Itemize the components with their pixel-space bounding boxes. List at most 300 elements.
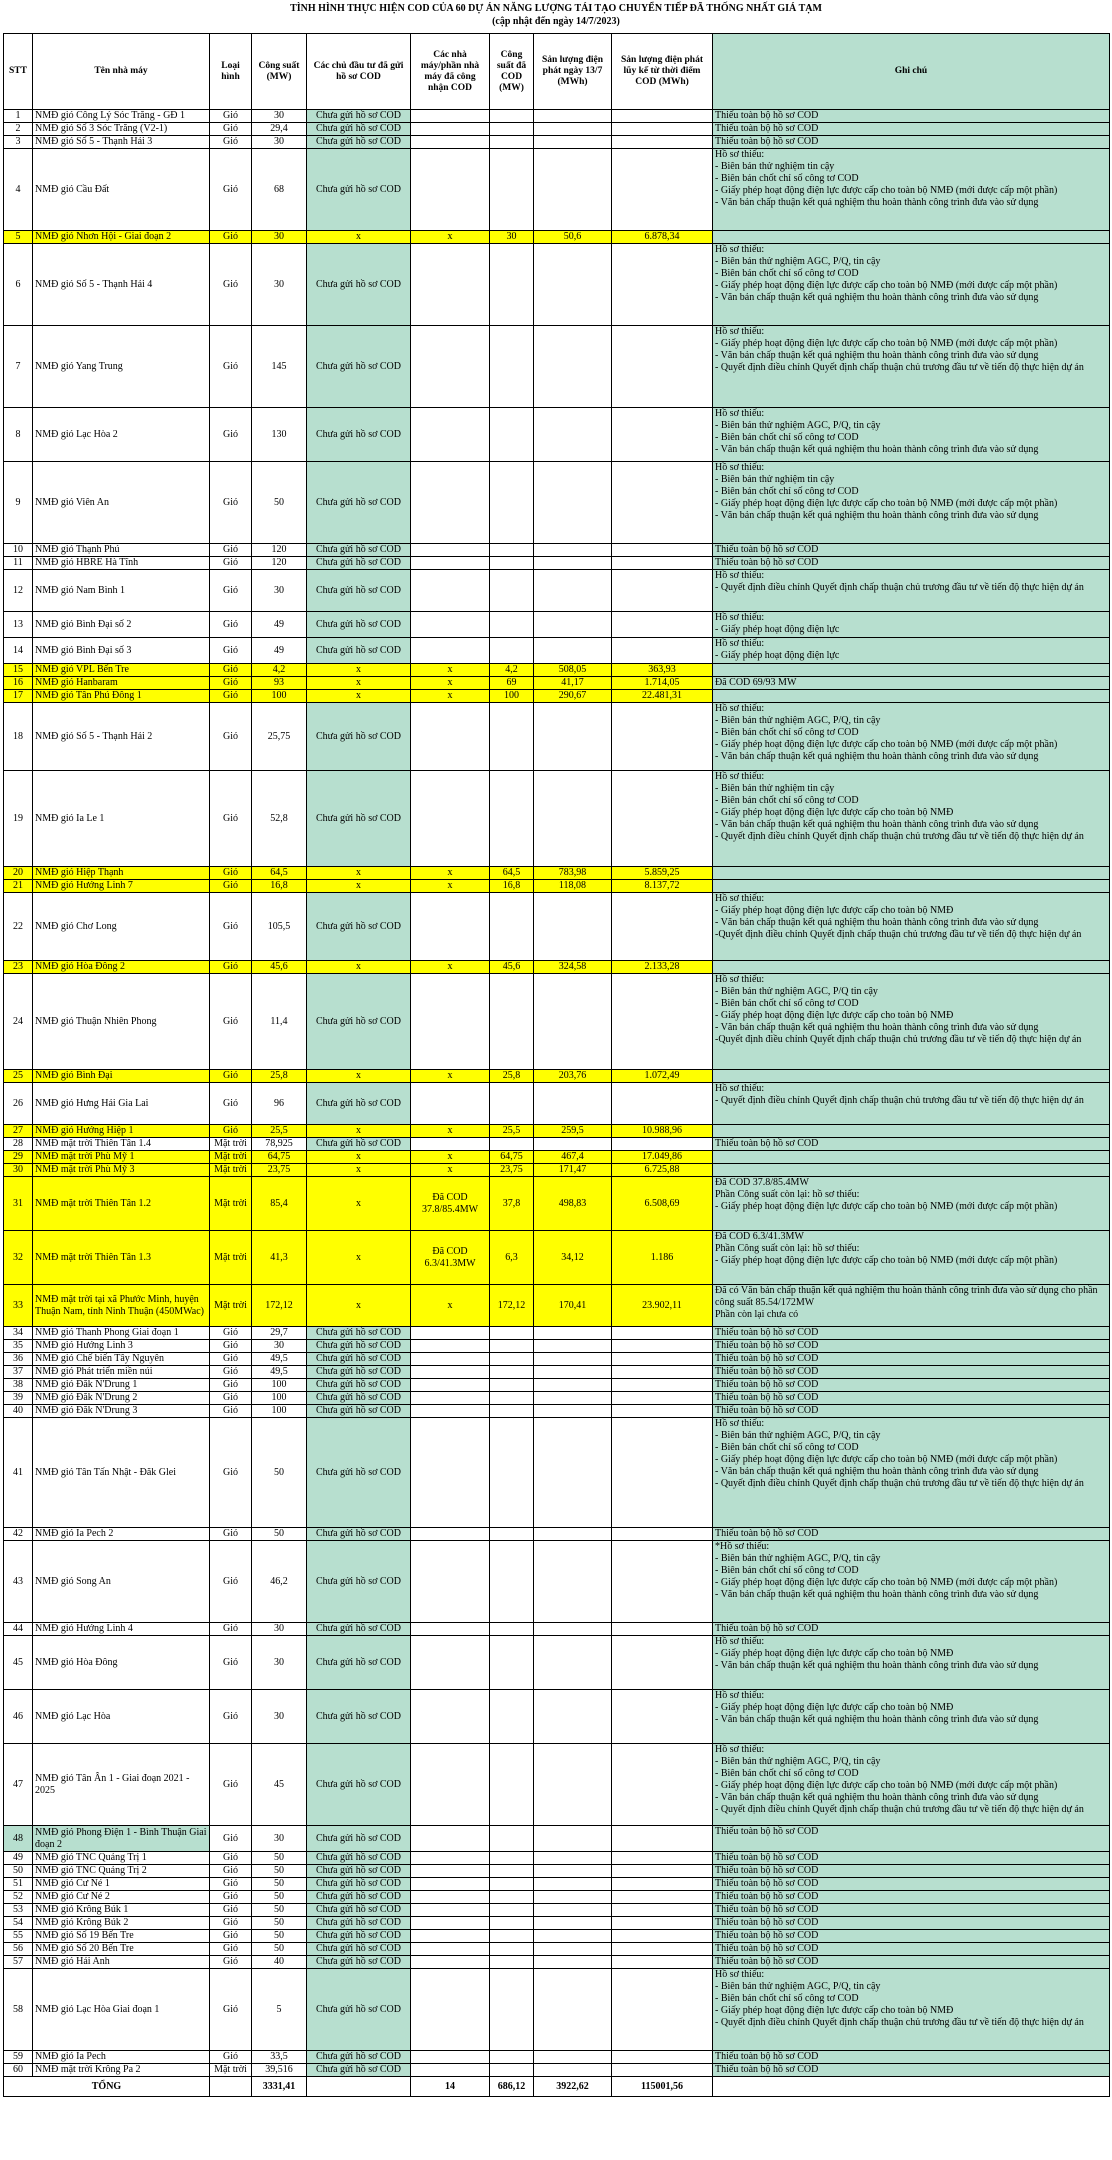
cod-submitted-cell: Chưa gửi hồ sơ COD [307, 1327, 411, 1340]
table-row [4, 880, 1110, 893]
type-cell: Gió [210, 557, 252, 570]
note-line: - Giấy phép hoạt động điện lực được cấp cho toàn bộ NMĐ [715, 807, 954, 818]
type-cell: Gió [210, 244, 252, 326]
stt-cell: 59 [4, 2051, 33, 2064]
type-cell: Gió [210, 123, 252, 136]
table-row [4, 1943, 1110, 1956]
cod-submitted-cell: Chưa gửi hồ sơ COD [307, 893, 411, 961]
capacity-cell: 5 [252, 1969, 307, 2051]
plant-name-cell: NMĐ mặt trời Thiên Tân 1.3 [33, 1231, 210, 1285]
capacity-cod-cell: 30 [490, 231, 534, 244]
notes-cell [713, 1930, 1110, 1943]
note-line: Đã COD 69/93 MW [715, 677, 797, 688]
output-cumulative-cell [612, 2051, 713, 2064]
cod-submitted-cell: Chưa gửi hồ sơ COD [307, 1418, 411, 1528]
type-cell: Gió [210, 231, 252, 244]
note-line: - Văn bản chấp thuận kết quả nghiệm thu hoàn thành công trình đưa vào sử dụng [715, 1660, 1039, 1671]
note-line: - Biên bản thử nghiệm tin cậy [715, 474, 835, 485]
output-day-cell [534, 1956, 612, 1969]
cod-submitted-cell: Chưa gửi hồ sơ COD [307, 462, 411, 544]
plant-name-cell: NMĐ gió Hòa Đông 2 [33, 961, 210, 974]
table-row [4, 244, 1110, 326]
col-type-header: Loại hình [210, 34, 252, 110]
output-day-cell [534, 893, 612, 961]
stt-cell: 46 [4, 1690, 33, 1744]
output-day-cell [534, 1405, 612, 1418]
capacity-cell: 33,5 [252, 2051, 307, 2064]
capacity-cell: 78,925 [252, 1138, 307, 1151]
cod-recognized-cell [411, 1956, 490, 1969]
note-line: - Quyết định điều chỉnh Quyết định chấp thuận chủ trương đầu tư về tiến độ thực hiện dự án [715, 2017, 1084, 2028]
capacity-cell: 30 [252, 231, 307, 244]
note-line: Thiếu toàn bộ hồ sơ COD [715, 1865, 819, 1876]
table-row [4, 1690, 1110, 1744]
cod-recognized-cell [411, 893, 490, 961]
capacity-cell: 30 [252, 1690, 307, 1744]
capacity-cell: 49 [252, 612, 307, 638]
output-day-cell [534, 2064, 612, 2077]
cod-recognized-cell [411, 1623, 490, 1636]
output-day-cell: 118,08 [534, 880, 612, 893]
plant-name-cell: NMĐ gió Hiệp Thạnh [33, 867, 210, 880]
note-line: Thiếu toàn bộ hồ sơ COD [715, 557, 819, 568]
cod-recognized-cell: x [411, 231, 490, 244]
cod-recognized-cell [411, 1917, 490, 1930]
cod-submitted-cell: x [307, 1231, 411, 1285]
type-cell: Gió [210, 703, 252, 771]
cod-recognized-cell [411, 1852, 490, 1865]
output-day-cell: 203,76 [534, 1070, 612, 1083]
output-day-cell: 498,83 [534, 1177, 612, 1231]
note-line: - Văn bản chấp thuận kết quả nghiệm thu hoàn thành công trình đưa vào sử dụng [715, 1466, 1039, 1477]
notes-cell [713, 1541, 1110, 1623]
plant-name-cell: NMĐ gió Yang Trung [33, 326, 210, 408]
output-day-cell [534, 974, 612, 1070]
note-line: Thiếu toàn bộ hồ sơ COD [715, 2051, 819, 2062]
plant-name-cell: NMĐ gió Bình Đại [33, 1070, 210, 1083]
note-line: - Giấy phép hoạt động điện lực được cấp cho toàn bộ NMĐ [715, 1648, 954, 1659]
stt-cell: 48 [4, 1826, 33, 1852]
capacity-cod-cell [490, 1826, 534, 1852]
output-cumulative-cell: 363,93 [612, 664, 713, 677]
capacity-cod-cell [490, 1636, 534, 1690]
notes-cell [713, 1392, 1110, 1405]
note-line: -Quyết định điều chỉnh Quyết định chấp thuận chủ trương đầu tư về tiến độ thực hiện dự án [715, 1034, 1082, 1045]
table-row [4, 1541, 1110, 1623]
notes-cell [713, 867, 1110, 880]
cod-recognized-cell: x [411, 867, 490, 880]
stt-cell: 52 [4, 1891, 33, 1904]
capacity-cod-cell [490, 462, 534, 544]
cod-submitted-cell: Chưa gửi hồ sơ COD [307, 326, 411, 408]
type-cell: Gió [210, 326, 252, 408]
capacity-cell: 25,5 [252, 1125, 307, 1138]
capacity-cod-cell [490, 612, 534, 638]
table-row [4, 867, 1110, 880]
table-row [4, 1340, 1110, 1353]
output-day-cell [534, 1917, 612, 1930]
cod-submitted-cell: Chưa gửi hồ sơ COD [307, 570, 411, 612]
cod-submitted-cell: Chưa gửi hồ sơ COD [307, 612, 411, 638]
capacity-cod-cell [490, 1083, 534, 1125]
capacity-cod-cell: 64,75 [490, 1151, 534, 1164]
type-cell: Gió [210, 544, 252, 557]
type-cell: Gió [210, 1826, 252, 1852]
note-line: - Văn bản chấp thuận kết quả nghiệm thu hoàn thành công trình đưa vào sử dụng [715, 751, 1039, 762]
output-cumulative-cell [612, 1405, 713, 1418]
notes-cell [713, 1826, 1110, 1852]
col-cod-recognized-header: Các nhà máy/phần nhà máy đã công nhận COD [411, 34, 490, 110]
type-cell: Gió [210, 1891, 252, 1904]
note-line: - Văn bản chấp thuận kết quả nghiệm thu hoàn thành công trình đưa vào sử dụng [715, 819, 1039, 830]
cod-submitted-cell: Chưa gửi hồ sơ COD [307, 110, 411, 123]
type-cell: Gió [210, 462, 252, 544]
note-line: Hồ sơ thiếu: [715, 1969, 765, 1980]
type-cell: Gió [210, 1956, 252, 1969]
plant-name-cell: NMĐ gió Đăk N'Drung 1 [33, 1379, 210, 1392]
cod-submitted-cell: Chưa gửi hồ sơ COD [307, 1353, 411, 1366]
note-line: - Biên bản thử nghiệm tin cậy [715, 783, 835, 794]
note-line: Hồ sơ thiếu: [715, 974, 765, 985]
col-output-cumulative-header: Sản lượng điện phát lũy kế từ thời điểm COD (MWh) [612, 34, 713, 110]
note-line: Thiếu toàn bộ hồ sơ COD [715, 544, 819, 555]
type-cell: Gió [210, 771, 252, 867]
plant-name-cell: NMĐ gió Công Lý Sóc Trăng - GĐ 1 [33, 110, 210, 123]
note-line: - Văn bản chấp thuận kết quả nghiệm thu hoàn thành công trình đưa vào sử dụng [715, 1589, 1039, 1600]
output-day-cell: 259,5 [534, 1125, 612, 1138]
type-cell: Mặt trời [210, 1164, 252, 1177]
cod-recognized-cell [411, 1943, 490, 1956]
note-line: - Quyết định điều chỉnh Quyết định chấp thuận chủ trương đầu tư về tiến độ thực hiện dự án [715, 1804, 1084, 1815]
output-day-cell: 50,6 [534, 231, 612, 244]
type-cell: Gió [210, 1392, 252, 1405]
type-cell: Gió [210, 961, 252, 974]
type-cell: Gió [210, 1852, 252, 1865]
capacity-cell: 50 [252, 1904, 307, 1917]
capacity-cell: 30 [252, 570, 307, 612]
cod-submitted-cell: x [307, 231, 411, 244]
total-row [4, 2077, 1110, 2097]
plant-name-cell: NMĐ gió Hải Anh [33, 1956, 210, 1969]
note-line: Thiếu toàn bộ hồ sơ COD [715, 1340, 819, 1351]
note-line: Thiếu toàn bộ hồ sơ COD [715, 1392, 819, 1403]
note-line: - Giấy phép hoạt động điện lực được cấp cho toàn bộ NMĐ (mới được cấp một phần) [715, 338, 1058, 349]
stt-cell: 51 [4, 1878, 33, 1891]
note-line: - Biên bản thử nghiệm tin cậy [715, 161, 835, 172]
table-row [4, 110, 1110, 123]
type-cell: Mặt trời [210, 1151, 252, 1164]
notes-cell [713, 1636, 1110, 1690]
notes-cell [713, 1083, 1110, 1125]
note-line: - Giấy phép hoạt động điện lực được cấp cho toàn bộ NMĐ (mới được cấp một phần) [715, 280, 1058, 291]
table-row [4, 1353, 1110, 1366]
output-day-cell [534, 1852, 612, 1865]
col-plant-name-header: Tên nhà máy [33, 34, 210, 110]
type-cell: Gió [210, 1917, 252, 1930]
output-day-cell [534, 1366, 612, 1379]
capacity-cod-cell: 25,8 [490, 1070, 534, 1083]
total-capacity: 3331,41 [252, 2077, 307, 2097]
output-day-cell [534, 1636, 612, 1690]
note-line: - Văn bản chấp thuận kết quả nghiệm thu hoàn thành công trình đưa vào sử dụng [715, 917, 1039, 928]
notes-cell [713, 1528, 1110, 1541]
capacity-cell: 93 [252, 677, 307, 690]
capacity-cell: 49,5 [252, 1366, 307, 1379]
capacity-cell: 64,75 [252, 1151, 307, 1164]
plant-name-cell: NMĐ gió TNC Quảng Trị 1 [33, 1852, 210, 1865]
plant-name-cell: NMĐ gió Hướng Linh 7 [33, 880, 210, 893]
type-cell: Mặt trời [210, 1231, 252, 1285]
output-day-cell [534, 771, 612, 867]
output-day-cell: 34,12 [534, 1231, 612, 1285]
output-day-cell [534, 570, 612, 612]
notes-cell [713, 462, 1110, 544]
stt-cell: 56 [4, 1943, 33, 1956]
table-row [4, 1852, 1110, 1865]
capacity-cell: 40 [252, 1956, 307, 1969]
table-row [4, 2051, 1110, 2064]
cod-recognized-cell: x [411, 1125, 490, 1138]
cod-recognized-cell: Đã COD 6.3/41.3MW [411, 1231, 490, 1285]
plant-name-cell: NMĐ gió Số 19 Bến Tre [33, 1930, 210, 1943]
capacity-cell: 23,75 [252, 1164, 307, 1177]
note-line: - Giấy phép hoạt động điện lực được cấp cho toàn bộ NMĐ (mới được cấp một phần) [715, 1577, 1058, 1588]
output-cumulative-cell: 5.859,25 [612, 867, 713, 880]
stt-cell: 5 [4, 231, 33, 244]
stt-cell: 6 [4, 244, 33, 326]
plant-name-cell: NMĐ gió Nhơn Hội - Giai đoạn 2 [33, 231, 210, 244]
type-cell: Mặt trời [210, 2064, 252, 2077]
notes-cell [713, 1366, 1110, 1379]
output-cumulative-cell [612, 1366, 713, 1379]
notes-cell [713, 1904, 1110, 1917]
stt-cell: 13 [4, 612, 33, 638]
note-line: - Biên bản chốt chỉ số công tơ COD [715, 268, 859, 279]
notes-cell [713, 893, 1110, 961]
cod-recognized-cell [411, 1636, 490, 1690]
output-day-cell [534, 2051, 612, 2064]
total-label: TỔNG [4, 2077, 210, 2097]
type-cell: Gió [210, 690, 252, 703]
output-cumulative-cell [612, 136, 713, 149]
cod-recognized-cell [411, 326, 490, 408]
note-line: Hồ sơ thiếu: [715, 149, 765, 160]
capacity-cod-cell [490, 1690, 534, 1744]
cod-submitted-cell: Chưa gửi hồ sơ COD [307, 638, 411, 664]
stt-cell: 31 [4, 1177, 33, 1231]
cod-recognized-cell [411, 2064, 490, 2077]
capacity-cell: 49,5 [252, 1353, 307, 1366]
cod-submitted-cell: Chưa gửi hồ sơ COD [307, 1541, 411, 1623]
output-cumulative-cell [612, 408, 713, 462]
capacity-cell: 100 [252, 1392, 307, 1405]
cod-recognized-cell [411, 1379, 490, 1392]
output-day-cell [534, 1690, 612, 1744]
cod-submitted-cell: Chưa gửi hồ sơ COD [307, 1138, 411, 1151]
plant-name-cell: NMĐ gió Bình Đại số 3 [33, 638, 210, 664]
plant-name-cell: NMĐ mặt trời Thiên Tân 1.2 [33, 1177, 210, 1231]
cod-recognized-cell [411, 1327, 490, 1340]
stt-cell: 7 [4, 326, 33, 408]
cod-submitted-cell: Chưa gửi hồ sơ COD [307, 1379, 411, 1392]
note-line: Thiếu toàn bộ hồ sơ COD [715, 123, 819, 134]
notes-cell [713, 1379, 1110, 1392]
table-row [4, 1405, 1110, 1418]
note-line: Đã có Văn bản chấp thuận kết quả nghiệm thu hoàn thành công trình đưa vào sử dụng cho phần công suất 85.54/172MW [715, 1285, 1098, 1308]
output-day-cell [534, 1379, 612, 1392]
type-cell: Gió [210, 1366, 252, 1379]
cod-recognized-cell [411, 1878, 490, 1891]
type-cell: Gió [210, 1541, 252, 1623]
capacity-cod-cell [490, 136, 534, 149]
output-day-cell [534, 408, 612, 462]
stt-cell: 45 [4, 1636, 33, 1690]
stt-cell: 27 [4, 1125, 33, 1138]
cod-recognized-cell [411, 149, 490, 231]
note-line: - Biên bản thử nghiệm AGC, P/Q, tin cậy [715, 715, 881, 726]
capacity-cell: 50 [252, 1418, 307, 1528]
table-row [4, 1917, 1110, 1930]
note-line: - Biên bản thử nghiệm AGC, P/Q, tin cậy [715, 1756, 881, 1767]
capacity-cod-cell [490, 1340, 534, 1353]
output-cumulative-cell [612, 1379, 713, 1392]
note-line: - Biên bản chốt chỉ số công tơ COD [715, 795, 859, 806]
capacity-cell: 30 [252, 1340, 307, 1353]
cod-recognized-cell: x [411, 1070, 490, 1083]
output-cumulative-cell [612, 1878, 713, 1891]
document-subtitle: (cập nhật đến ngày 14/7/2023) [492, 16, 620, 27]
cod-submitted-cell: Chưa gửi hồ sơ COD [307, 703, 411, 771]
plant-name-cell: NMĐ gió Krông Búk 1 [33, 1904, 210, 1917]
type-cell: Gió [210, 1623, 252, 1636]
output-cumulative-cell [612, 2064, 713, 2077]
table-row [4, 1636, 1110, 1690]
stt-cell: 33 [4, 1285, 33, 1327]
note-line: - Biên bản chốt chỉ số công tơ COD [715, 998, 859, 1009]
capacity-cell: 30 [252, 1636, 307, 1690]
stt-cell: 12 [4, 570, 33, 612]
output-cumulative-cell: 6.725,88 [612, 1164, 713, 1177]
table-row [4, 408, 1110, 462]
cod-submitted-cell: Chưa gửi hồ sơ COD [307, 974, 411, 1070]
output-day-cell: 508,05 [534, 664, 612, 677]
plant-name-cell: NMĐ gió Hướng Hiệp 1 [33, 1125, 210, 1138]
cod-recognized-cell [411, 1744, 490, 1826]
col-stt-header: STT [4, 34, 33, 110]
table-row [4, 1623, 1110, 1636]
note-line: - Biên bản thử nghiệm AGC, P/Q, tin cậy [715, 1553, 881, 1564]
type-cell: Gió [210, 1070, 252, 1083]
plant-name-cell: NMĐ gió Ia Le 1 [33, 771, 210, 867]
table-row [4, 612, 1110, 638]
table-row [4, 231, 1110, 244]
capacity-cod-cell [490, 1379, 534, 1392]
output-cumulative-cell: 1.186 [612, 1231, 713, 1285]
output-cumulative-cell [612, 1969, 713, 2051]
col-capacity-cod-header: Công suất đã COD (MW) [490, 34, 534, 110]
table-row [4, 677, 1110, 690]
output-cumulative-cell [612, 1917, 713, 1930]
capacity-cell: 52,8 [252, 771, 307, 867]
note-line: - Giấy phép hoạt động điện lực được cấp cho toàn bộ NMĐ [715, 1702, 954, 1713]
plant-name-cell: NMĐ gió Krông Búk 2 [33, 1917, 210, 1930]
table-row [4, 1891, 1110, 1904]
cod-submitted-cell: Chưa gửi hồ sơ COD [307, 1528, 411, 1541]
stt-cell: 14 [4, 638, 33, 664]
stt-cell: 40 [4, 1405, 33, 1418]
notes-cell [713, 1327, 1110, 1340]
stt-cell: 60 [4, 2064, 33, 2077]
capacity-cell: 50 [252, 1852, 307, 1865]
capacity-cod-cell: 172,12 [490, 1285, 534, 1327]
note-line: Phần Công suất còn lại: hồ sơ thiếu: [715, 1189, 860, 1200]
cod-submitted-cell: x [307, 961, 411, 974]
capacity-cell: 49 [252, 638, 307, 664]
cod-recognized-cell [411, 1405, 490, 1418]
cod-submitted-cell: Chưa gửi hồ sơ COD [307, 1744, 411, 1826]
capacity-cell: 45,6 [252, 961, 307, 974]
notes-cell [713, 1969, 1110, 2051]
notes-cell [713, 1865, 1110, 1878]
capacity-cod-cell [490, 326, 534, 408]
stt-cell: 39 [4, 1392, 33, 1405]
note-line: Thiếu toàn bộ hồ sơ COD [715, 1623, 819, 1634]
output-cumulative-cell [612, 771, 713, 867]
table-row [4, 1904, 1110, 1917]
cod-recognized-cell [411, 771, 490, 867]
table-row [4, 462, 1110, 544]
cod-submitted-cell: x [307, 867, 411, 880]
capacity-cod-cell: 45,6 [490, 961, 534, 974]
notes-cell [713, 1418, 1110, 1528]
capacity-cell: 50 [252, 462, 307, 544]
capacity-cell: 25,75 [252, 703, 307, 771]
capacity-cell: 16,8 [252, 880, 307, 893]
note-line: Thiếu toàn bộ hồ sơ COD [715, 1366, 819, 1377]
plant-name-cell: NMĐ gió Hướng Linh 4 [33, 1623, 210, 1636]
stt-cell: 11 [4, 557, 33, 570]
note-line: Hồ sơ thiếu: [715, 1418, 765, 1429]
note-line: Hồ sơ thiếu: [715, 1636, 765, 1647]
output-cumulative-cell [612, 1865, 713, 1878]
total-capacity-cod: 686,12 [490, 2077, 534, 2097]
type-cell: Gió [210, 677, 252, 690]
plant-name-cell: NMĐ gió Chơ Long [33, 893, 210, 961]
notes-cell [713, 110, 1110, 123]
note-line: *Hồ sơ thiếu: [715, 1541, 770, 1552]
stt-cell: 29 [4, 1151, 33, 1164]
cod-submitted-cell: x [307, 664, 411, 677]
capacity-cod-cell [490, 110, 534, 123]
cod-submitted-cell: x [307, 880, 411, 893]
note-line: - Giấy phép hoạt động điện lực [715, 650, 840, 661]
notes-cell [713, 149, 1110, 231]
table-row [4, 664, 1110, 677]
notes-cell [713, 1231, 1110, 1285]
output-cumulative-cell [612, 123, 713, 136]
output-cumulative-cell: 17.049,86 [612, 1151, 713, 1164]
table-row [4, 703, 1110, 771]
output-day-cell [534, 1878, 612, 1891]
notes-cell [713, 690, 1110, 703]
output-cumulative-cell [612, 1353, 713, 1366]
cod-recognized-cell [411, 703, 490, 771]
notes-cell [713, 2051, 1110, 2064]
note-line: - Giấy phép hoạt động điện lực được cấp cho toàn bộ NMĐ [715, 1010, 954, 1021]
plant-name-cell: NMĐ gió Số 5 - Thạnh Hải 3 [33, 136, 210, 149]
type-cell: Gió [210, 1379, 252, 1392]
table-row [4, 1327, 1110, 1340]
